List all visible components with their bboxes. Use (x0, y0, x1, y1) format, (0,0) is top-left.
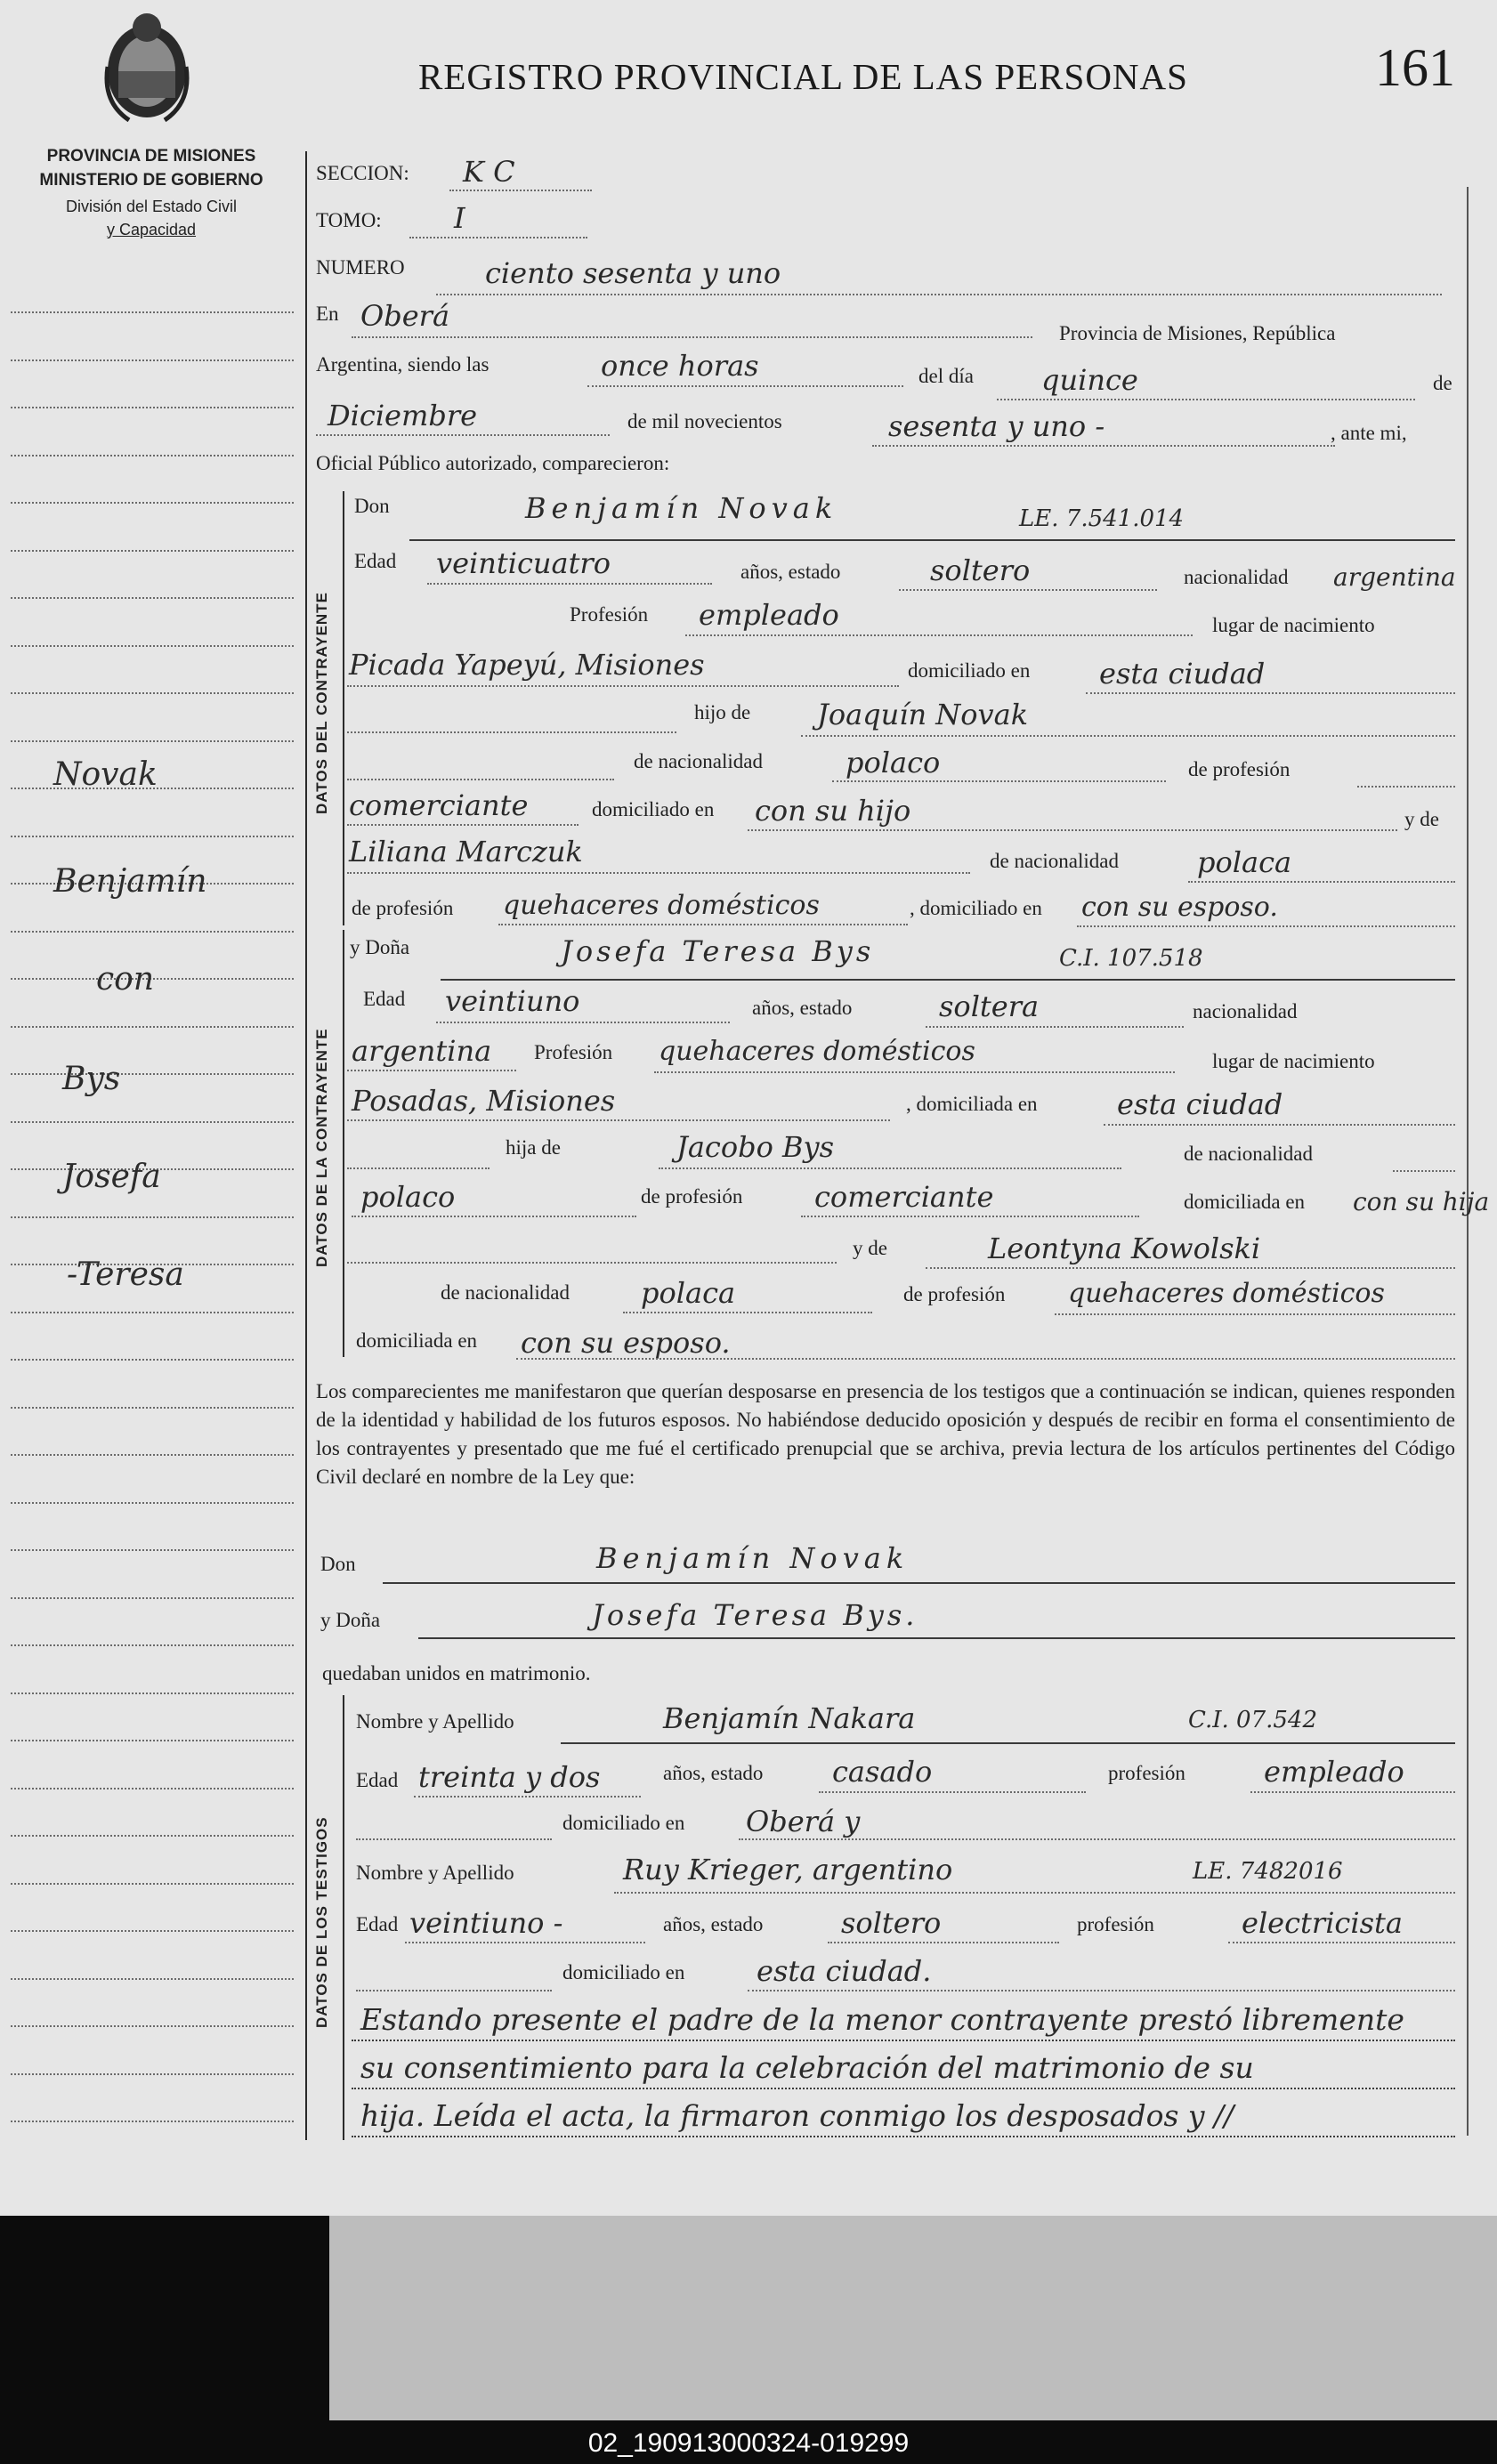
groom-profesion-value: empleado (699, 598, 839, 632)
bride-mother-prof-label: de profesión (903, 1283, 1006, 1305)
notes-line-2-rule (352, 2088, 1455, 2089)
groom-father-dom-line (748, 829, 1397, 831)
bride-father-dom-label: domiciliada en (1184, 1191, 1306, 1213)
groom-profesion-label: Profesión (570, 603, 649, 626)
org-ministry: MINISTERIO DE GOBIERNO (39, 171, 263, 190)
de-mil-text: de mil novecientos (627, 410, 782, 432)
groom-father-prof-line (1357, 786, 1455, 788)
dia-line (997, 399, 1415, 400)
bride-profesion-value: quehaceres domésticos (659, 1036, 975, 1067)
bride-lugar-label: lugar de nacimiento (1212, 1050, 1375, 1072)
t2-dom-line (748, 1990, 1455, 1991)
t1-dom-pre-line (356, 1838, 552, 1840)
groom-lugar-line (347, 685, 899, 687)
groom-mother-line (347, 872, 970, 874)
mes-line (316, 434, 610, 436)
bride-edad-value: veintiuno (445, 984, 580, 1018)
groom-name-value: Benjamín Novak (525, 491, 838, 525)
org-division: División del Estado Civil (65, 198, 238, 215)
oficial-text: Oficial Público autorizado, comparecieron: (316, 452, 670, 474)
bride-mother-nac-label: de nacionalidad (441, 1281, 570, 1304)
margin-rule (11, 455, 294, 456)
groom-edad-value: veinticuatro (436, 546, 611, 580)
provincia-text: Provincia de Misiones, República (1059, 322, 1336, 344)
bride-domicilio-value: esta ciudad (1117, 1087, 1283, 1121)
margin-bride-second-name: -Teresa (67, 1256, 184, 1293)
groom-father-prof-label: de profesión (1188, 758, 1291, 780)
bride-y-de: y de (853, 1237, 887, 1259)
t2-nombre-label: Nombre y Apellido (356, 1862, 514, 1884)
t1-edad-line (414, 1796, 641, 1798)
t2-dom-value: esta ciudad. (757, 1954, 932, 1988)
bride-father-prof-line (801, 1216, 1139, 1217)
margin-rule (11, 1454, 294, 1456)
margin-rule (11, 1312, 294, 1313)
dia-value: quince (1041, 363, 1138, 397)
bride-father-prof-label: de profesión (641, 1185, 743, 1208)
margin-rule (11, 2025, 294, 2027)
groom-father-nac-line (832, 780, 1166, 782)
t1-estado-line (819, 1791, 1086, 1793)
t1-nombre-label: Nombre y Apellido (356, 1710, 514, 1733)
groom-edad-line (427, 583, 712, 585)
tomo-line (409, 237, 587, 238)
margin-rule (11, 931, 294, 933)
dona-label: y Doña (350, 936, 410, 958)
bride-profesion-line (654, 1071, 1175, 1073)
margin-rule (11, 550, 294, 552)
groom-profesion-line (685, 634, 1193, 636)
t2-anos-estado: años, estado (663, 1913, 764, 1935)
notes-line-1-rule (352, 2040, 1455, 2041)
bride-estado-line (926, 1026, 1184, 1028)
t2-nombre-value: Ruy Krieger, argentino (623, 1853, 953, 1886)
t2-domiciliado-label: domiciliado en (562, 1961, 685, 1983)
margin-rule (11, 1883, 294, 1885)
margin-rule (11, 1359, 294, 1361)
hora-value: once horas (601, 349, 759, 383)
margin-first-name: Benjamín (53, 863, 207, 900)
numero-line (436, 294, 1442, 295)
margin-rule (11, 1407, 294, 1409)
t1-anos-estado: años, estado (663, 1762, 764, 1784)
t2-edad-label: Edad (356, 1913, 399, 1935)
margin-rule (11, 1216, 294, 1218)
groom-nacionalidad-value: argentina (1333, 562, 1456, 592)
org-province: PROVINCIA DE MISIONES (46, 147, 256, 166)
testigos-section-label: DATOS DE LOS TESTIGOS (313, 1816, 330, 2028)
bride-name-line (441, 979, 1455, 981)
bride-mother-dom-label: domiciliada en (356, 1329, 478, 1352)
margin-rule (11, 836, 294, 837)
groom-mother-value: Liliana Marczuk (349, 835, 583, 868)
groom-father-dom-label: domiciliado en (592, 798, 715, 820)
t1-edad-value: treinta y dos (418, 1760, 601, 1794)
scanner-background (329, 2216, 1497, 2420)
notes-line-2: su consentimiento para la celebración del matrimonio de su (360, 2050, 1254, 2085)
unidos-text: quedaban unidos en matrimonio. (322, 1662, 591, 1684)
notes-line-1: Estando presente el padre de la menor contrayente prestó libremente (360, 2002, 1404, 2037)
bride-nacionalidad-value: argentina (352, 1034, 492, 1068)
margin-rule (11, 1073, 294, 1075)
de-text: de (1433, 372, 1452, 394)
tomo-label: TOMO: (316, 209, 382, 231)
contrayenta-bracket (343, 930, 344, 1357)
groom-doc-value: LE. 7.541.014 (1019, 505, 1185, 532)
groom-estado-value: soltero (930, 553, 1031, 587)
groom-mother-dom-value: con su esposo. (1081, 892, 1278, 923)
groom-nacionalidad-label: nacionalidad (1184, 566, 1289, 588)
seccion-line (449, 190, 592, 191)
margin-rule (11, 407, 294, 408)
t1-prof-value: empleado (1264, 1755, 1404, 1789)
groom-mother-nac-line (1188, 881, 1455, 883)
decl-groom-value: Benjamín Novak (596, 1541, 910, 1575)
bride-edad-label: Edad (363, 988, 406, 1010)
groom-hijo-pre-line (347, 731, 676, 733)
margin-rule (11, 2121, 294, 2122)
national-emblem-icon (102, 4, 191, 129)
bride-y-de-pre-line (347, 1262, 837, 1264)
form-border-right (1467, 187, 1469, 2136)
margin-surname: Novak (53, 756, 158, 793)
page-title: REGISTRO PROVINCIAL DE LAS PERSONAS (418, 56, 1188, 97)
contrayenta-section-label: DATOS DE LA CONTRAYENTE (313, 1028, 330, 1268)
groom-lugar-value: Picada Yapeyú, Misiones (349, 648, 705, 682)
groom-father-nac-label: de nacionalidad (634, 750, 763, 772)
t1-edad-label: Edad (356, 1769, 399, 1791)
bride-mother-prof-value: quehaceres domésticos (1068, 1278, 1385, 1309)
groom-father-line (801, 735, 1455, 737)
margin-rule (11, 360, 294, 361)
seccion-value: K C (463, 155, 515, 189)
margin-rule (11, 1788, 294, 1789)
argentina-text: Argentina, siendo las (316, 353, 490, 376)
don-label: Don (354, 495, 390, 517)
groom-estado-line (899, 589, 1157, 591)
margin-rule (11, 740, 294, 742)
t1-prof-line (1250, 1791, 1455, 1793)
margin-rule (11, 692, 294, 694)
margin-rule (11, 1597, 294, 1599)
margin-rule (11, 1502, 294, 1504)
groom-anos-estado: años, estado (740, 561, 841, 583)
declaration-paragraph: Los comparecientes me manifestaron que querían desposarse en presencia de los testigos que a continuación se indican, quienes responden de la identidad y habilidad de los futuros esposos. No habiéndose deducido oposición y después de recibir en forma el consentimiento de los contrayentes y presentado que me fué el certificado prenupcial que se archiva, previa lectura de los artículos pertinentes del Código Civil declaré en nombre de la Ley que: (316, 1380, 1455, 1488)
t2-edad-value: veintiuno - (409, 1906, 563, 1940)
bride-mother-value: Leontyna Kowolski (988, 1232, 1261, 1265)
hora-line (587, 385, 903, 387)
bride-father-nac-line2 (352, 1216, 636, 1217)
t1-estado-value: casado (832, 1755, 933, 1789)
t2-prof-value: electricista (1242, 1906, 1403, 1940)
groom-domiciliado-label: domiciliado en (908, 659, 1031, 682)
bride-estado-value: soltera (939, 990, 1040, 1023)
bride-mother-nac-value: polaca (641, 1276, 736, 1310)
bride-mother-nac-line (623, 1312, 872, 1313)
margin-rule (11, 2073, 294, 2075)
groom-domicilio-value: esta ciudad (1099, 657, 1266, 691)
margin-rule (11, 1835, 294, 1837)
bride-domiciliada-label: , domiciliada en (906, 1093, 1038, 1115)
groom-father-nac-value: polaco (846, 746, 941, 780)
org-capacity: y Capacidad (106, 221, 197, 238)
decl-bride-line (418, 1637, 1455, 1639)
margin-rule (11, 1692, 294, 1694)
margin-rule (11, 645, 294, 647)
groom-mother-prof-value: quehaceres domésticos (503, 890, 820, 921)
bride-father-value: Jacobo Bys (676, 1130, 835, 1164)
numero-value: ciento sesenta y uno (485, 256, 781, 290)
bride-edad-line (436, 1022, 730, 1023)
margin-rule (11, 1121, 294, 1123)
testigos-bracket (343, 1695, 344, 2140)
bride-nacionalidad-line (347, 1070, 516, 1071)
t1-dom-value: Oberá y (746, 1805, 861, 1838)
groom-y-de: y de (1404, 808, 1439, 830)
groom-lugar-label: lugar de nacimiento (1212, 614, 1375, 636)
bride-anos-estado: años, estado (752, 997, 853, 1019)
groom-nac-pre-line (347, 779, 614, 780)
seccion-label: SECCION: (316, 162, 409, 184)
t2-prof-line (1228, 1942, 1455, 1943)
bride-name-value: Josefa Teresa Bys (561, 934, 875, 968)
tomo-value: I (454, 201, 465, 235)
margin-rule (11, 311, 294, 313)
bride-father-prof-value: comerciante (814, 1180, 994, 1214)
image-caption: 02_190913000324-019299 (587, 2428, 910, 2458)
margin-connector: con (96, 961, 155, 998)
folio-number: 161 (1375, 38, 1455, 97)
bride-hija-pre-line (347, 1167, 490, 1169)
anio-value: sesenta y uno - (888, 409, 1105, 443)
margin-rule (11, 597, 294, 599)
t1-dom-line (739, 1838, 1455, 1840)
groom-edad-label: Edad (354, 550, 397, 572)
margin-rule (11, 1978, 294, 1980)
t2-doc-value: LE. 7482016 (1193, 1858, 1343, 1885)
en-value: Oberá (360, 299, 450, 333)
decl-bride-value: Josefa Teresa Bys. (592, 1598, 918, 1632)
mes-value: Diciembre (328, 399, 478, 432)
t2-profesion-label: profesión (1077, 1913, 1154, 1935)
t2-nombre-line (614, 1892, 1455, 1894)
groom-father-prof-value: comerciante (349, 788, 529, 822)
groom-father-dom-value: con su hijo (755, 794, 911, 828)
margin-bride-name: Josefa (62, 1159, 161, 1195)
contrayente-section-label: DATOS DEL CONTRAYENTE (313, 592, 330, 814)
decl-groom-line (383, 1582, 1455, 1584)
margin-rule (11, 1644, 294, 1646)
margin-rule (11, 1930, 294, 1932)
notes-line-3-rule (352, 2136, 1455, 2137)
bride-hija-label: hija de (506, 1136, 561, 1159)
groom-mother-dom-line (1077, 925, 1455, 927)
bride-lugar-value: Posadas, Misiones (352, 1084, 616, 1118)
groom-mother-prof-line (498, 924, 908, 925)
t2-estado-value: soltero (841, 1906, 942, 1940)
t2-estado-line (828, 1942, 1059, 1943)
bride-father-line (659, 1167, 1121, 1169)
margin-rule (11, 1549, 294, 1551)
groom-mother-dom-label: , domiciliado en (910, 897, 1042, 919)
bride-mother-dom-line (516, 1358, 1455, 1360)
decl-don-label: Don (320, 1553, 356, 1575)
bride-mother-line (926, 1267, 1455, 1269)
groom-father-value: Joaquín Novak (817, 698, 1029, 731)
groom-hijo-label: hijo de (694, 701, 751, 723)
margin-rule (11, 1026, 294, 1028)
bride-lugar-line (347, 1119, 890, 1121)
bride-father-nac-line (1393, 1170, 1455, 1172)
form-border-left (305, 151, 307, 2140)
numero-label: NUMERO (316, 256, 405, 279)
bride-father-dom-value: con su hija (1353, 1187, 1490, 1216)
notes-line-3: hija. Leída el acta, la firmaron conmigo los desposados y // (360, 2098, 1234, 2133)
contrayente-bracket (343, 491, 344, 925)
t1-domiciliado-label: domiciliado en (562, 1812, 685, 1834)
bride-mother-prof-line (1055, 1313, 1455, 1315)
groom-mother-nac-label: de nacionalidad (990, 850, 1119, 872)
en-label: En (316, 303, 339, 325)
ante-mi-text: , ante mi, (1331, 422, 1407, 444)
bride-doc-value: C.I. 107.518 (1059, 945, 1203, 972)
margin-rule (11, 1740, 294, 1741)
t1-nombre-line (561, 1742, 1455, 1744)
decl-dona-label: y Doña (320, 1609, 381, 1631)
del-dia-text: del día (918, 365, 974, 387)
margin-rule (11, 502, 294, 504)
bride-nacionalidad-label: nacionalidad (1193, 1000, 1298, 1022)
groom-name-line (409, 539, 1455, 541)
en-line (352, 336, 1032, 338)
bride-mother-dom-value: con su esposo. (521, 1326, 731, 1360)
groom-domicilio-line (1086, 692, 1455, 694)
margin-bride-surname: Bys (62, 1061, 121, 1097)
bride-profesion-label: Profesión (534, 1041, 613, 1063)
t1-profesion-label: profesión (1108, 1762, 1185, 1784)
t2-edad-line (405, 1942, 645, 1943)
bride-domicilio-line (1104, 1124, 1455, 1126)
groom-father-prof-line2 (347, 824, 579, 826)
groom-mother-prof-label: de profesión (352, 897, 454, 919)
t1-nombre-value: Benjamín Nakara (663, 1701, 916, 1735)
anio-line (872, 445, 1335, 447)
t2-dom-pre-line (356, 1990, 552, 1991)
bride-father-nac-label: de nacionalidad (1184, 1143, 1313, 1165)
t1-doc-value: C.I. 07.542 (1188, 1707, 1318, 1733)
groom-mother-nac-value: polaca (1197, 845, 1292, 879)
bride-father-nac-value: polaco (360, 1180, 456, 1214)
